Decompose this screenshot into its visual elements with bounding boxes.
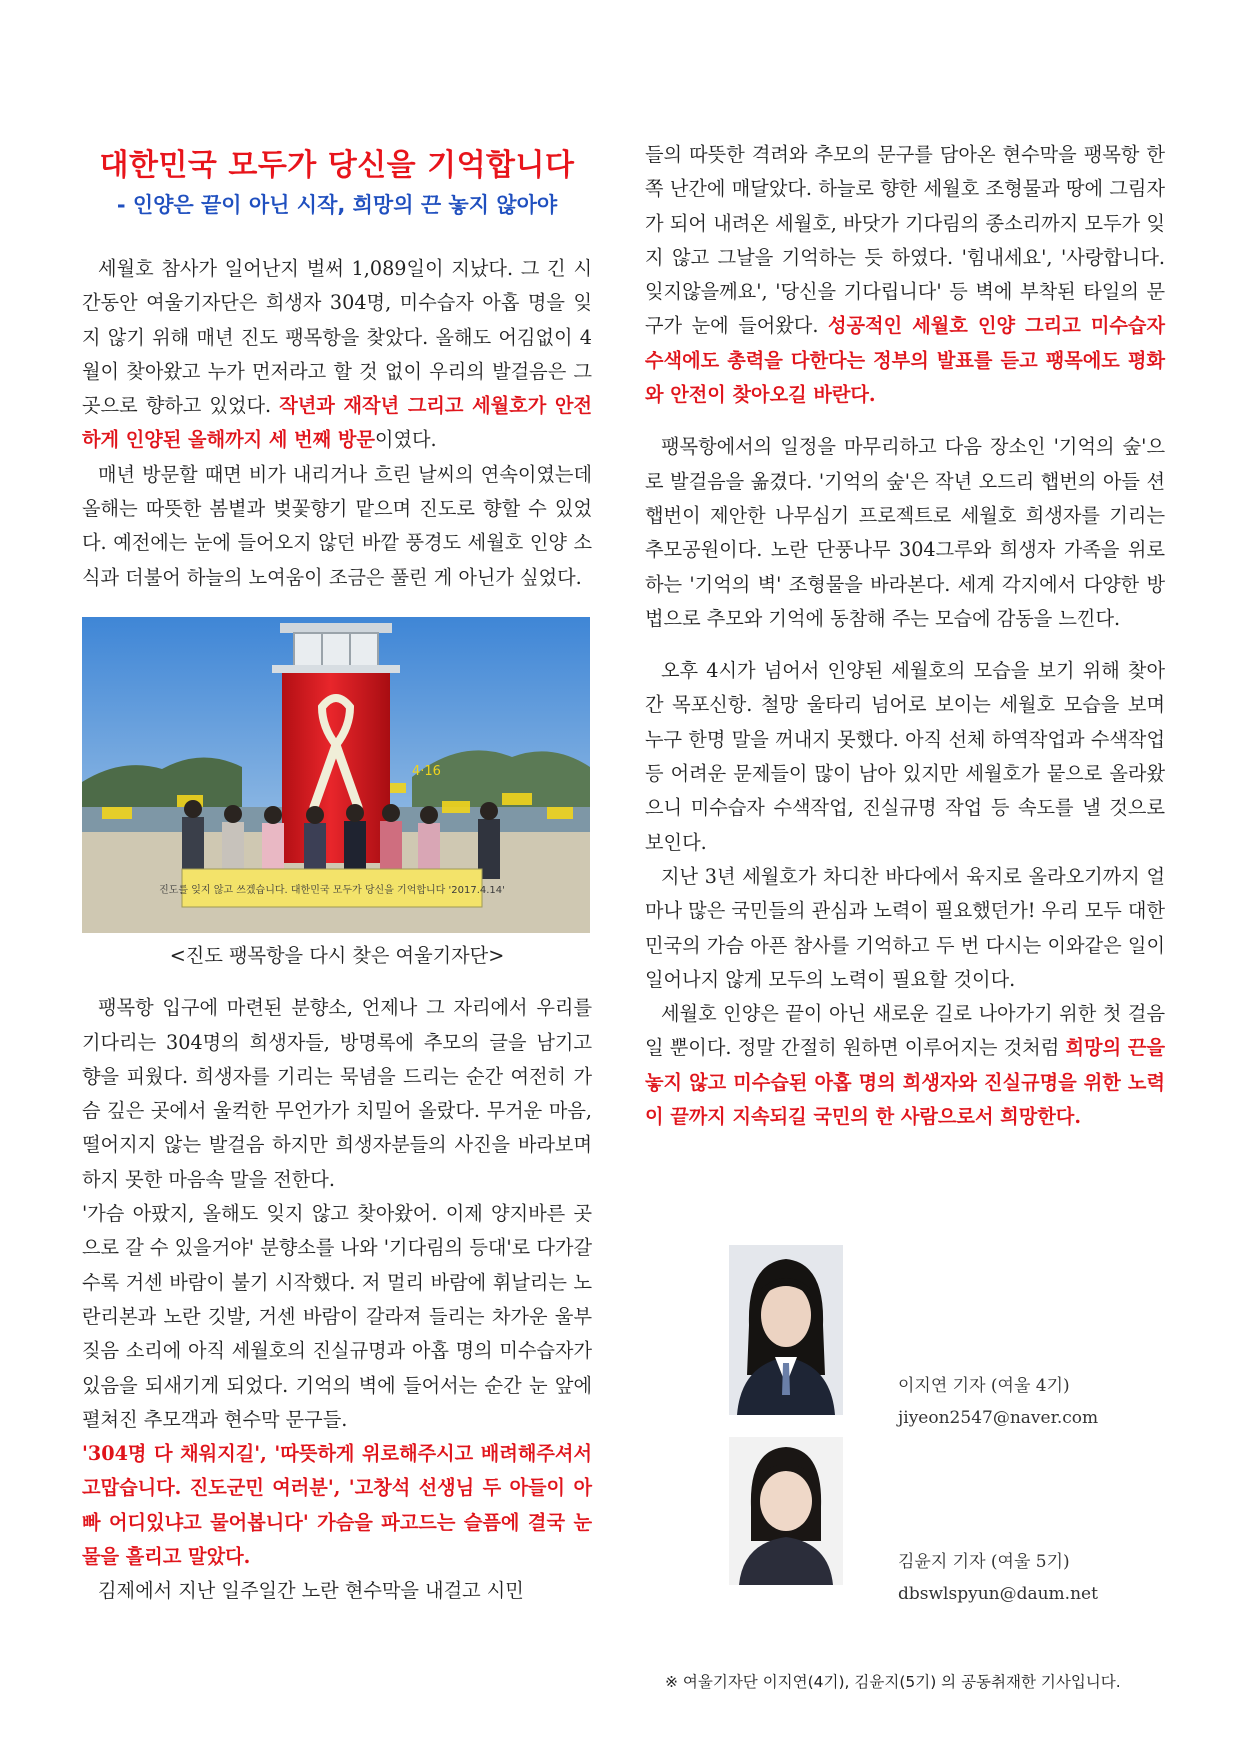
paragraph-memorial: 팽목항 입구에 마련된 분향소, 언제나 그 자리에서 우리를 기다리는 304명의 희생자들, 방명록에 추모의 글을 남기고 향을 피웠다. 희생자를 기리는 묵념을 드리는 순간 여전히 가슴 깊은 곳에서 울컥한 무언가가 치밀어 올랐다. 무거운 마음, 떨어지지 않는 발걸음 하지만 희생자분들의 사진을 바라보며 하지 못한 마음속 말을 전한다.	[82, 996, 592, 1191]
paragraph-gimje: 김제에서 지난 일주일간 노란 현수막을 내걸고 시민	[98, 1579, 524, 1603]
reporter-email-2: dbswlspyun@daum.net	[898, 1584, 1098, 1604]
reporter-info-2	[898, 1546, 1098, 1610]
lighthouse-photo-illustration	[82, 617, 590, 933]
paragraph-conclusion: 세월호 인양은 끝이 아닌 새로운 길로 나아가기 위한 첫 걸음일 뿐이다. 정말 간절히 원하면 이루어지는 것처럼 희망의 끈을 놓지 않고 미수습된 아홉 명의 희생자와 진실규명을 위한 노력이 끝까지 지속되길 국민의 한 사람으로서 희망한다.	[645, 1002, 1165, 1129]
right-column	[645, 138, 1165, 1134]
reporter-photo-1	[729, 1245, 843, 1415]
highlight-government: 성공적인 세월호 인양 그리고 미수습자 수색에도 총력을 다한다는 정부의 발표를 듣고 팽목에도 평화와 안전이 찾아오길 바란다.	[645, 314, 1165, 407]
article-title: 대한민국 모두가 당신을 기억합니다	[99, 148, 575, 183]
photo-caption: <진도 팽목항을 다시 찾은 여울기자단>	[169, 943, 505, 967]
paragraph-forest: 팽목항에서의 일정을 마무리하고 다음 장소인 '기억의 숲'으로 발걸음을 옮겼다. '기억의 숲'은 작년 오드리 햅번의 아들 션 햅번이 제안한 나무심기 프로젝트로 세월호 희생자를 기리는 추모공원이다. 노란 단풍나무 304그루와 희생자 가족을 위로하는 '기억의 벽' 조형물을 바라본다. 세계 각지에서 다양한 방법으로 추모와 기억에 동참해 주는 모습에 감동을 느낀다.	[645, 435, 1165, 630]
reporter-email-1: jiyeon2547@naver.com	[898, 1408, 1099, 1428]
footnote: ※ 여울기자단 이지연(4기), 김윤지(5기) 의 공동취재한 기사입니다.	[665, 1673, 1121, 1691]
reporter-name-1: 이지연 기자 (여울 4기)	[898, 1376, 1070, 1396]
paragraph-mokpo: 오후 4시가 넘어서 인양된 세월호의 모습을 보기 위해 찾아간 목포신항. 철망 울타리 넘어로 보이는 세월호 모습을 보며 누구 한명 말을 꺼내지 못했다. 아직 선체 하역작업과 수색작업 등 어려운 문제들이 많이 남아 있지만 세월호가 뭍으로 올라왔으니 미수습자 수색작업, 진실규명 작업 등 속도를 낼 것으로 보인다.	[645, 659, 1165, 854]
lighthouse-number: 4·16	[412, 763, 441, 779]
banner-text: 진도를 잊지 않고 쓰겠습니다. 대한민국 모두가 당신을 기억합니다 '2017.4.14'	[159, 884, 505, 896]
paragraph-banner: 들의 따뜻한 격려와 추모의 문구를 담아온 현수막을 팽목항 한쪽 난간에 매달았다. 하늘로 향한 세월호 조형물과 땅에 그림자가 되어 내려온 세월호, 바닷가 기다림의 종소리까지 모두가 잊지 않고 그날을 기억하는 듯 하였다. '힘내세요', '사랑합니다. 잊지않을께요', '당신을 기다립니다' 등 벽에 부착된 타일의 문구가 눈에 들어왔다. 성공적인 세월호 인양 그리고 미수습자 수색에도 총력을 다한다는 정부의 발표를 듣고 팽목에도 평화와 안전이 찾아오길 바란다.	[645, 143, 1165, 407]
paragraph-intro: 세월호 참사가 일어난지 벌써 1,089일이 지났다. 그 긴 시간동안 여울기자단은 희생자 304명, 미수습자 아홉 명을 잊지 않기 위해 매년 진도 팽목항을 찾았다. 올해도 어김없이 4월이 찾아왔고 누가 먼저라고 할 것 없이 우리의 발걸음은 그곳으로 향하고 있었다. 작년과 재작년 그리고 세월호가 안전하게 인양된 올해까지 세 번째 방문이였다.	[82, 257, 592, 452]
paragraph-weather: 매년 방문할 때면 비가 내리거나 흐린 날씨의 연속이였는데 올해는 따뜻한 봄볕과 벚꽃향기 맡으며 진도로 향할 수 있었다. 예전에는 눈에 들어오지 않던 바깥 풍경도 세월호 인양 소식과 더불어 하늘의 노여움이 조금은 풀린 게 아닌가 싶었다.	[82, 462, 592, 589]
reporter-info-1	[898, 1370, 1098, 1434]
highlight-hope: 희망의 끈을 놓지 않고 미수습된 아홉 명의 희생자와 진실규명을 위한 노력이 끝까지 지속되길 국민의 한 사람으로서 희망한다.	[645, 1036, 1165, 1129]
article-subtitle: - 인양은 끝이 아닌 시작, 희망의 끈 놓지 않아야	[116, 193, 558, 217]
paragraph-three-years: 지난 3년 세월호가 차디찬 바다에서 육지로 올라오기까지 얼마나 많은 국민들의 관심과 노력이 필요했던가! 우리 모두 대한민국의 가슴 아픈 참사를 기억하고 두 번 다시는 이와같은 일이 일어나지 않게 모두의 노력이 필요할 것이다.	[645, 864, 1165, 991]
reporter-photo-2	[729, 1437, 843, 1585]
paragraph-lighthouse: '가슴 아팠지, 올해도 잊지 않고 찾아왔어. 이제 양지바른 곳으로 갈 수 있을거야' 분향소를 나와 '기다림의 등대'로 다가갈수록 거센 바람이 불기 시작했다. 저 멀리 바람에 휘날리는 노란리본과 노란 깃발, 거센 바람이 갈라져 들리는 차가운 울부짖음 소리에 아직 세월호의 진실규명과 아홉 명의 미수습자가 있음을 되새기게 되었다. 기억의 벽에 들어서는 순간 눈 앞에 펼쳐진 추모객과 현수막 문구들.	[82, 1202, 592, 1431]
reporter-name-2: 김윤지 기자 (여울 5기)	[898, 1552, 1070, 1572]
highlight-quotes: '304명 다 채워지길', '따뜻하게 위로해주시고 배려해주셔서 고맙습니다. 진도군민 여러분', '고창석 선생님 두 아들이 아빠 어디있냐고 물어봅니다' 가슴을 파고드는 슬픔에 결국 눈물을 흘리고 말았다.	[82, 1442, 592, 1569]
group-photo	[82, 617, 590, 933]
left-column	[82, 138, 592, 1609]
highlight-visit: 작년과 재작년 그리고 세월호가 안전하게 인양된 올해까지 세 번째 방문	[82, 394, 592, 452]
